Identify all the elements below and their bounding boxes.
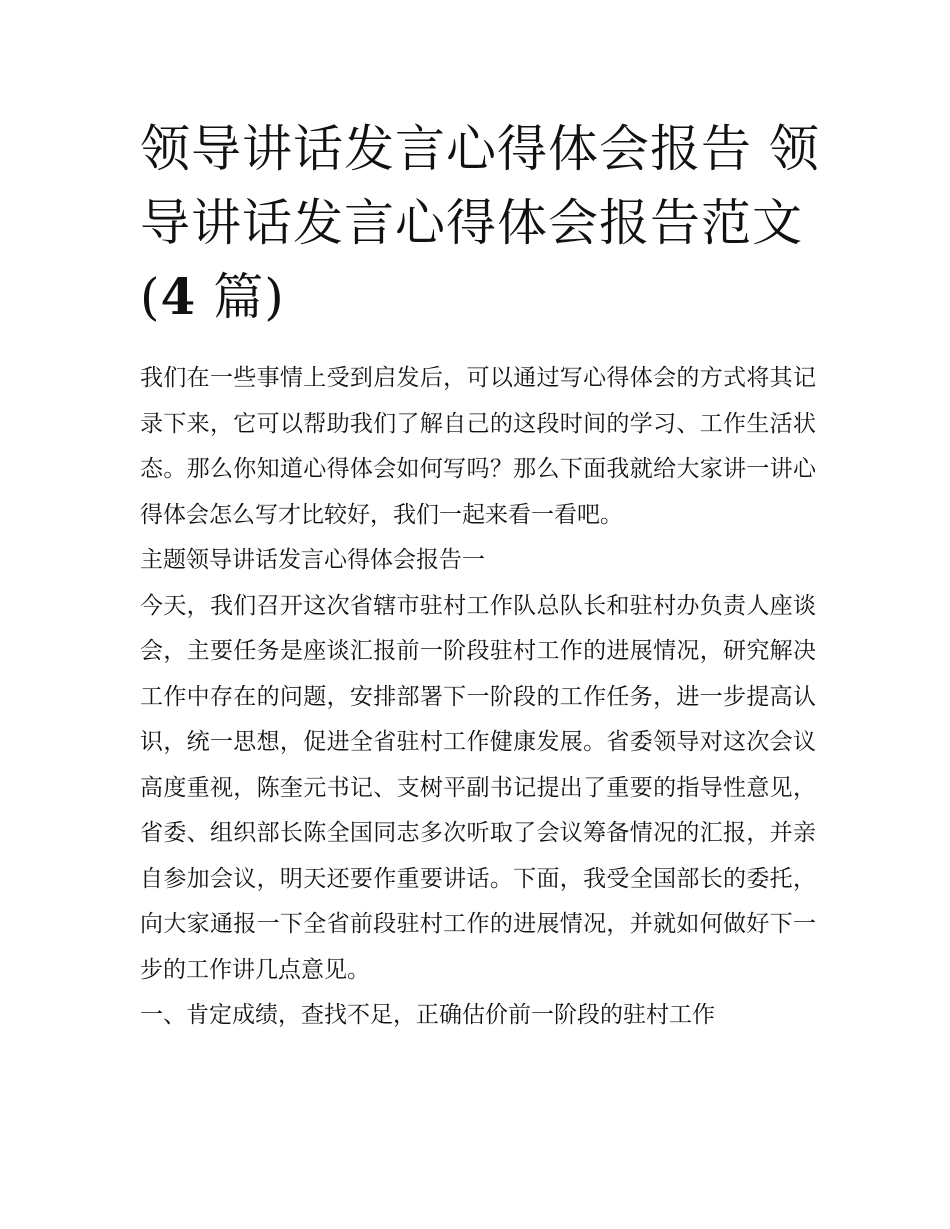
document-body [140, 356, 816, 1039]
title-rest: 篇) [196, 268, 285, 326]
title-open: ( [140, 268, 161, 326]
title-number: 4 [160, 267, 197, 326]
section-heading: 主题领导讲话发言心得体会报告一 [140, 547, 485, 573]
subsection-heading: 一、肯定成绩，查找不足，正确估价前一阶段的驻村工作 [140, 1002, 715, 1028]
speech-paragraph: 今天，我们召开这次省辖市驻村工作队总队长和驻村办负责人座谈会，主要任务是座谈汇报前一阶段驻村工作的进展情况，研究解决工作中存在的问题，安排部署下一阶段的工作任务，进一步提高认识，统一思想，促进全省驻村工作健康发展。省委领导对这次会议高度重视，陈奎元书记、支树平副书记提出了重要的指导性意见，省委、组织部长陈全国同志多次听取了会议筹备情况的汇报，并亲自参加会议，明天还要作重要讲话。下面，我受全国部长的委托，向大家通报一下全省前段驻村工作的进展情况，并就如何做好下一步的工作讲几点意见。 [140, 592, 816, 983]
title-main: 领导讲话发言心得体会报告 领导讲话发言心得体会报告范文 [140, 120, 820, 252]
intro-paragraph: 我们在一些事情上受到启发后，可以通过写心得体会的方式将其记录下来，它可以帮助我们了解自己的这段时间的学习、工作生活状态。那么你知道心得体会如何写吗？那么下面我就给大家讲一讲心得体会怎么写才比较好，我们一起来看一看吧。 [140, 365, 816, 528]
document-title [140, 112, 820, 334]
